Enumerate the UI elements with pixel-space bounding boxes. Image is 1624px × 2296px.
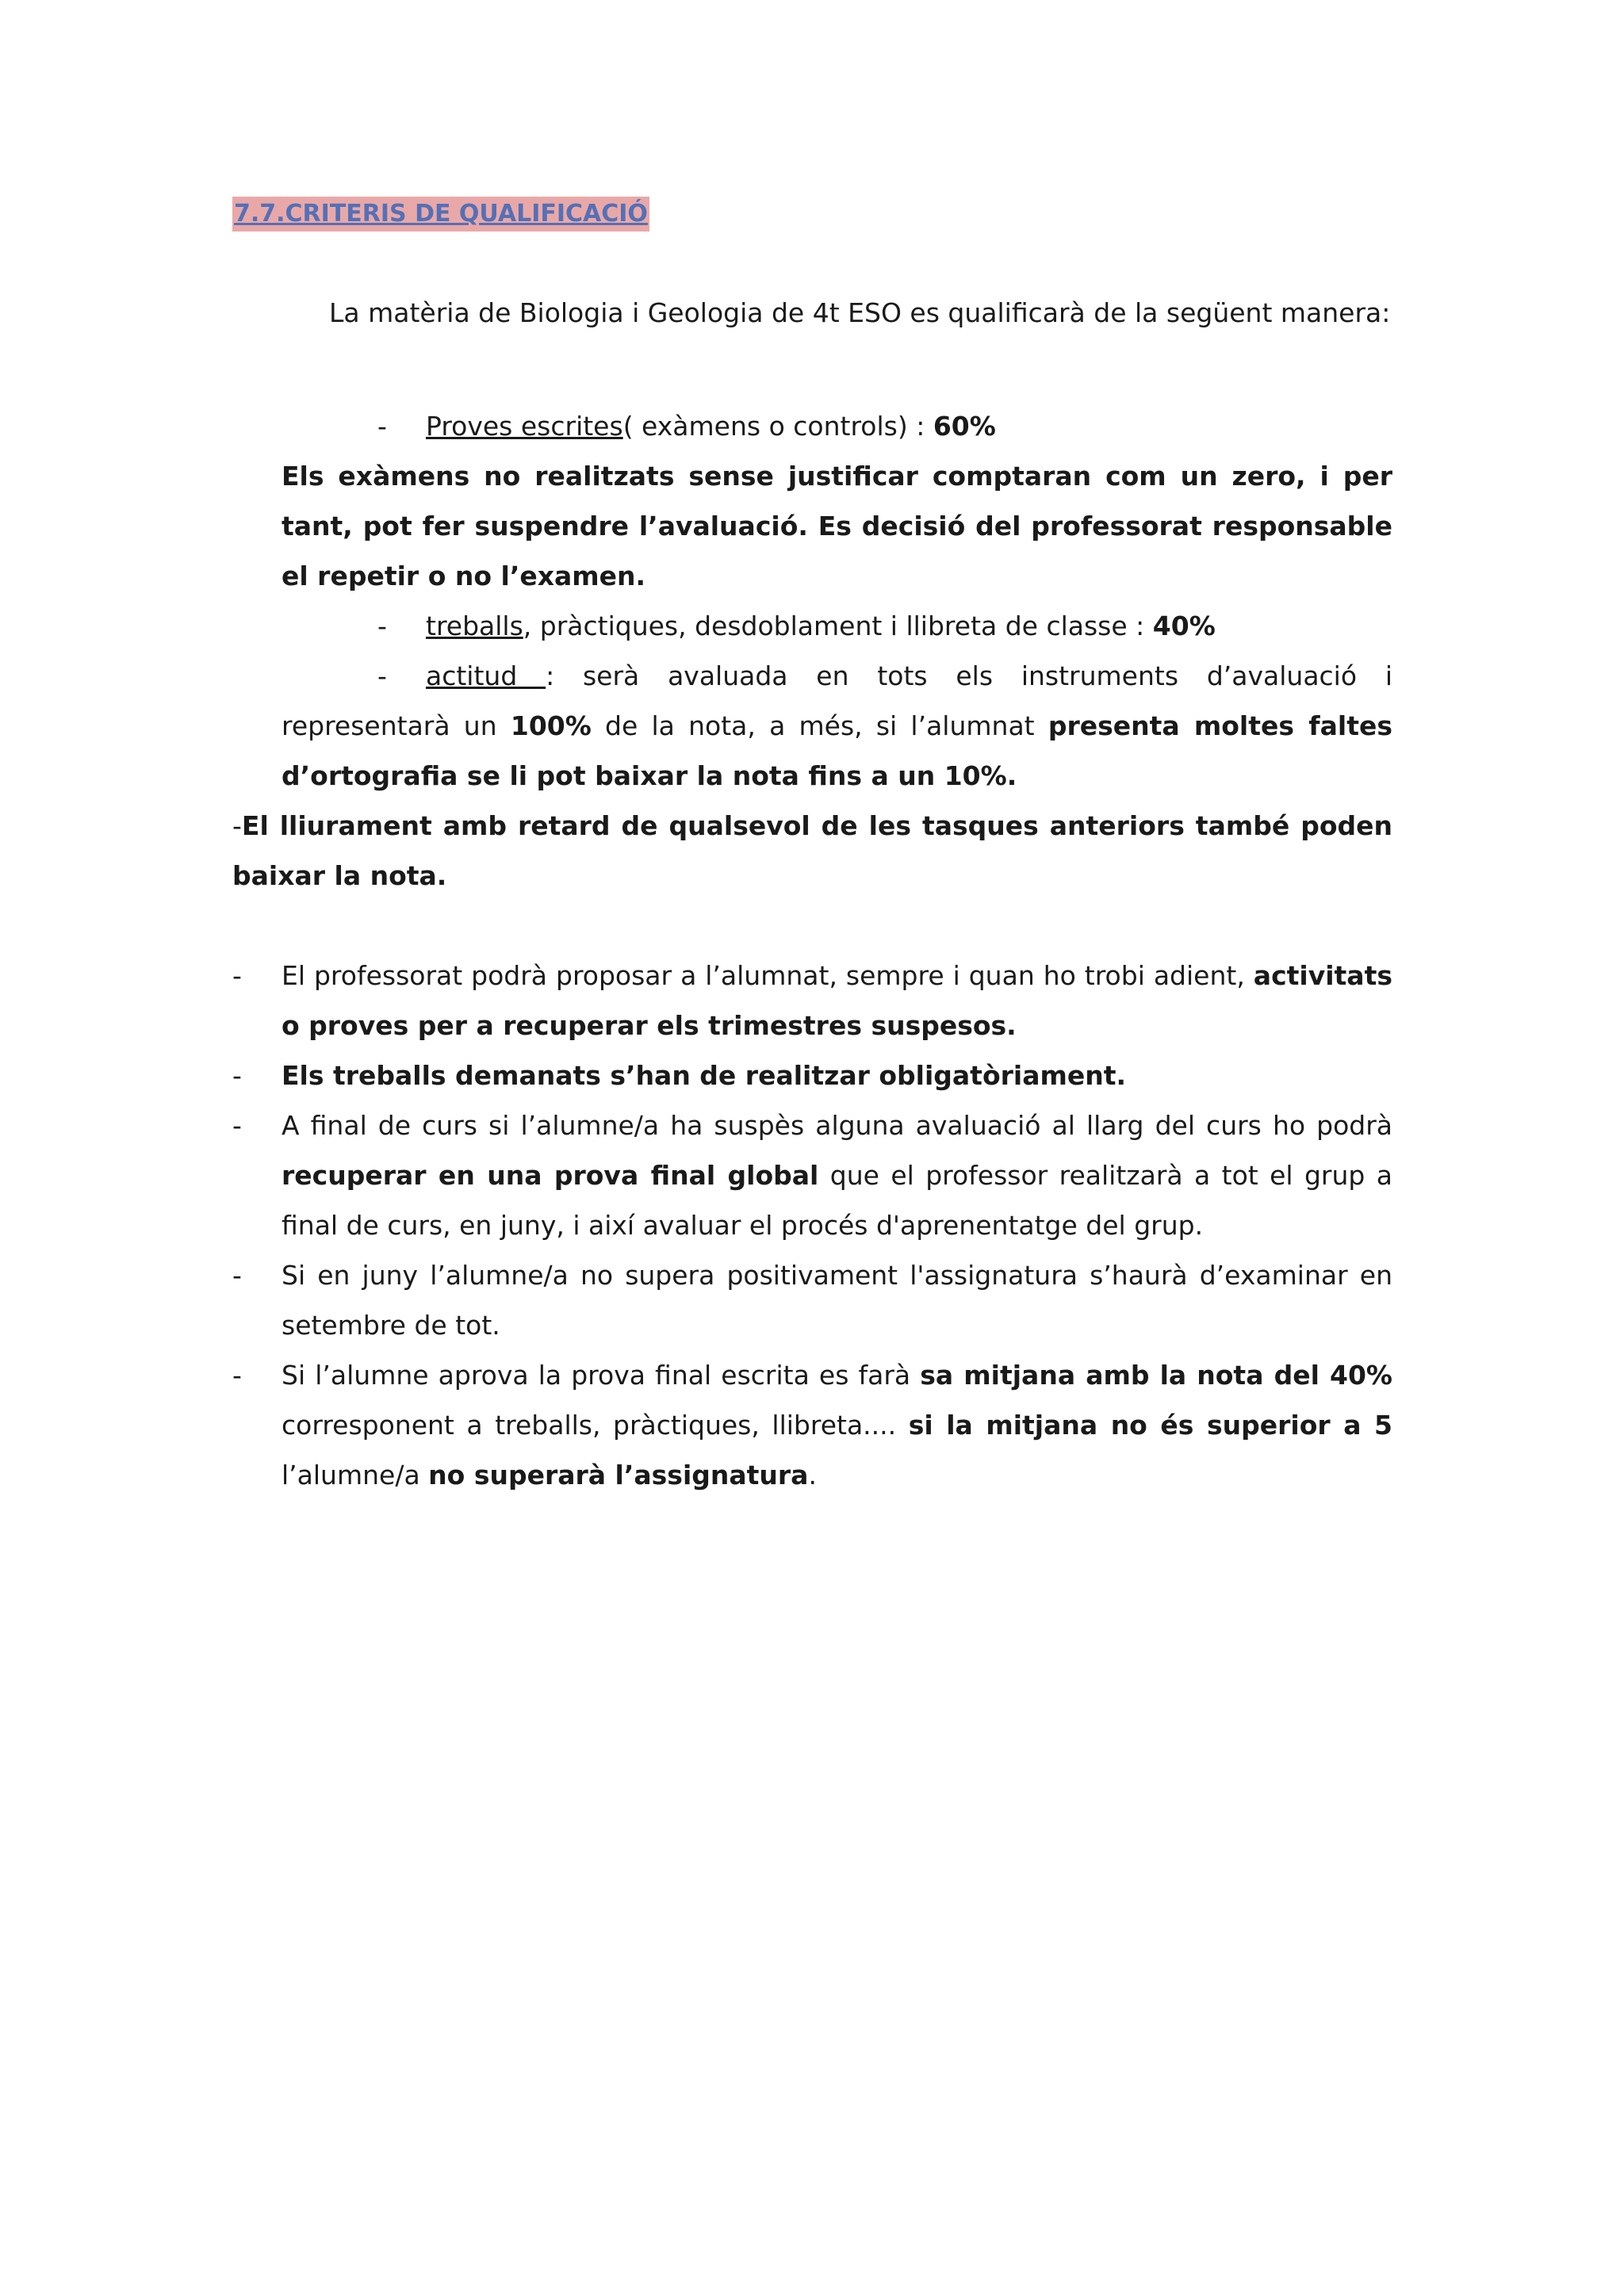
spacer: [232, 901, 1392, 951]
list-item: [232, 951, 1392, 1050]
list-dash: -: [232, 1360, 242, 1391]
exam-note: [282, 451, 1392, 601]
list-bold-text: sa mitjana amb la nota del 40%: [920, 1360, 1392, 1391]
criteria-item-attitude: [232, 651, 1392, 701]
list-dash: -: [377, 660, 387, 691]
list-dash: -: [232, 1110, 242, 1141]
list-dash: -: [232, 1060, 242, 1091]
late-delivery-note: [232, 801, 1392, 901]
criteria-item-written-tests: [232, 401, 1392, 451]
attitude-spelling-note: presenta moltes faltes d’ortografia se li pot baixar la nota fins a un 10%.: [282, 710, 1392, 791]
criteria-item-works: [232, 601, 1392, 651]
list-bold-text: recuperar en una prova final global: [282, 1160, 819, 1191]
attitude-text-a: representarà un: [282, 710, 511, 741]
list-text: l’alumne/a: [282, 1460, 429, 1490]
list-bold-text: si la mitjana no és superior a 5: [908, 1410, 1392, 1441]
list-text: A final de curs si l’alumne/a ha suspès alguna avaluació al llarg del curs ho podrà: [282, 1110, 1392, 1141]
criteria-detail: : serà avaluada en tots els instruments d’avaluació i: [546, 660, 1393, 691]
criteria-detail: , pràctiques, desdoblament i llibreta de classe :: [523, 610, 1153, 641]
list-dash: -: [377, 411, 387, 442]
list-text: El professorat podrà proposar a l’alumnat, sempre i quan ho trobi adient,: [282, 960, 1254, 991]
list-bold-text: Els treballs demanats s’han de realitzar obligatòriament.: [282, 1060, 1127, 1091]
criteria-label-written-tests: Proves escrites: [426, 411, 623, 442]
intro-paragraph: La matèria de Biologia i Geologia de 4t ESO es qualificarà de la següent manera:: [329, 297, 1391, 328]
list-item: [232, 1100, 1392, 1250]
criteria-percent: 40%: [1152, 610, 1216, 641]
late-delivery-text: El lliurament amb retard de qualsevol de les tasques anteriors també poden baixar la nota.: [232, 810, 1392, 891]
list-text: Si en juny l’alumne/a no supera positivament l'assignatura s’haurà d’examinar en setembre de tot.: [282, 1260, 1392, 1341]
list-dash: -: [232, 960, 242, 991]
criteria-label-attitude: actitud: [426, 660, 546, 691]
list-item: [232, 1050, 1392, 1100]
list-item: [232, 1250, 1392, 1350]
criteria-percent: 60%: [933, 411, 996, 442]
list-text: corresponent a treballs, pràctiques, llibreta....: [282, 1410, 909, 1441]
exam-note-text: Els exàmens no realitzats sense justificar comptaran com un zero, i per tant, pot fer suspendre l’avaluació. Es decisió del professorat responsable el repetir o no l’examen.: [282, 461, 1392, 591]
attitude-percent: 100%: [510, 710, 592, 741]
document-content: [232, 187, 1392, 1500]
attitude-text-c: de la nota, a més, si l’alumnat: [591, 710, 1048, 741]
attitude-continuation: [282, 701, 1392, 801]
list-bold-text: no superarà l’assignatura: [428, 1460, 809, 1490]
list-dash: -: [377, 610, 387, 641]
list-dash: -: [232, 1260, 242, 1291]
criteria-label-works: treballs: [426, 610, 523, 641]
list-text: Si l’alumne aprova la prova final escrita es farà: [282, 1360, 921, 1391]
list-text: .: [808, 1460, 817, 1490]
criteria-detail: ( exàmens o controls) :: [622, 411, 933, 442]
spacer: [232, 338, 1392, 401]
list-item: [232, 1350, 1392, 1500]
list-text: que el professor realitzarà a tot el grup a final de curs, en juny, i així avaluar el procés d'aprenentatge del grup.: [282, 1160, 1392, 1241]
late-dash: -: [232, 810, 242, 841]
list-bold-text: activitats o proves per a recuperar els trimestres suspesos.: [282, 960, 1392, 1041]
section-heading: 7.7.CRITERIS DE QUALIFICACIÓ: [232, 197, 649, 232]
